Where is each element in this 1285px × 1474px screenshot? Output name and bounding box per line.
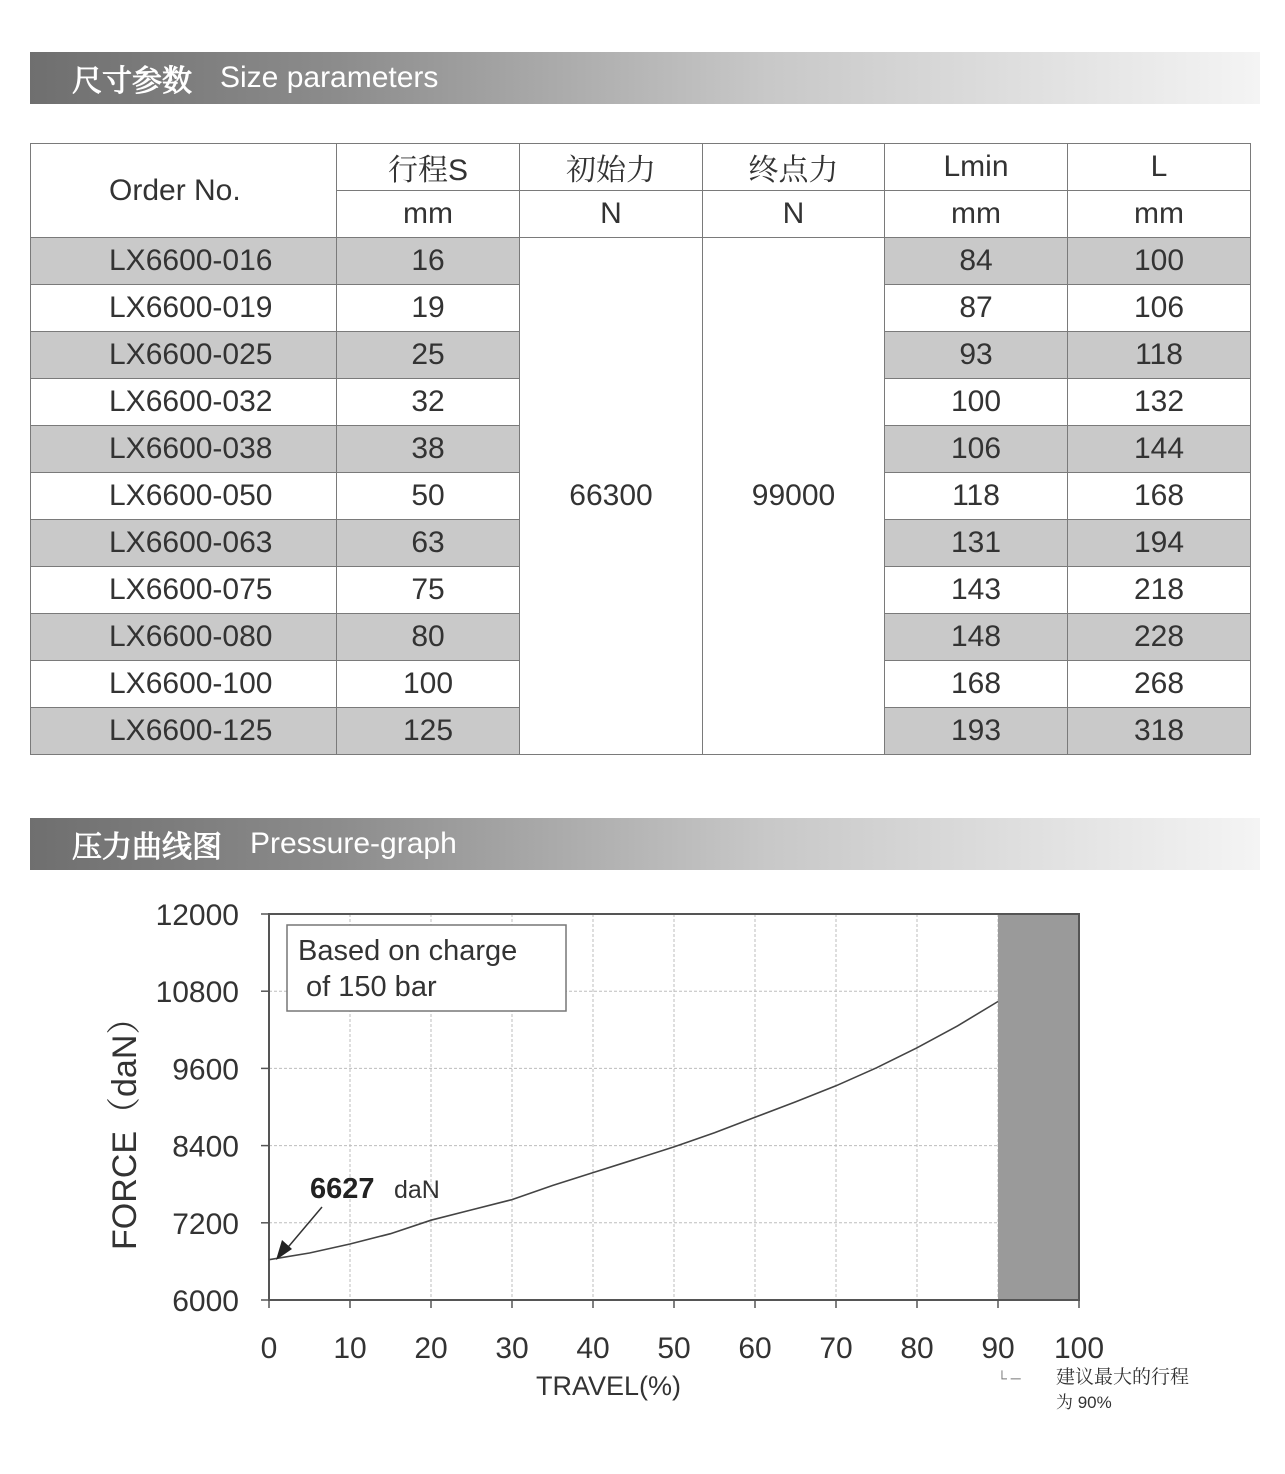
section-title-cn: 尺寸参数	[72, 64, 192, 99]
x-tick-label: 30	[495, 1332, 529, 1365]
y-tick-label: 7200	[172, 1207, 239, 1241]
cell-lmin: 106	[885, 426, 1068, 473]
cell-l: 218	[1068, 567, 1251, 614]
cell-lmin: 143	[885, 567, 1068, 614]
x-tick-label: 70	[819, 1332, 853, 1365]
cell-order: LX6600-080	[31, 614, 337, 661]
header-stroke-unit: mm	[337, 191, 520, 238]
cell-stroke: 32	[337, 379, 520, 426]
cell-stroke: 80	[337, 614, 520, 661]
cell-lmin: 100	[885, 379, 1068, 426]
annotation-box-line1: Based on charge	[298, 935, 518, 967]
y-axis-label: FORCE（daN）	[106, 1000, 144, 1250]
note-line1: 建议最大的行程	[1056, 1367, 1190, 1388]
cell-lmin: 131	[885, 520, 1068, 567]
header-lmin: Lmin	[885, 144, 1068, 191]
x-axis-label: TRAVEL(%)	[536, 1371, 682, 1401]
cell-lmin: 148	[885, 614, 1068, 661]
x-tick-label: 100	[1053, 1332, 1105, 1365]
cell-initial-force: 66300	[520, 238, 703, 755]
note-dash-marker: └ ─	[997, 1370, 1021, 1386]
x-tick-label: 80	[900, 1332, 934, 1365]
cell-order: LX6600-019	[31, 285, 337, 332]
cell-order: LX6600-032	[31, 379, 337, 426]
force-curve	[269, 1002, 998, 1260]
cell-order: LX6600-100	[31, 661, 337, 708]
cell-order: LX6600-050	[31, 473, 337, 520]
table-row	[31, 238, 1251, 285]
x-tick-label: 50	[657, 1332, 691, 1365]
size-parameters-table	[30, 143, 1251, 755]
note-line2: 为 90%	[1056, 1393, 1112, 1412]
cell-l: 318	[1068, 708, 1251, 755]
header-end-force: 终点力	[703, 144, 885, 191]
y-tick-label: 10800	[155, 976, 239, 1010]
cell-end-force: 99000	[703, 238, 885, 755]
start-unit-label: daN	[394, 1176, 440, 1204]
cell-lmin: 193	[885, 708, 1068, 755]
cell-lmin: 93	[885, 332, 1068, 379]
header-l: L	[1068, 144, 1251, 191]
cell-order: LX6600-025	[31, 332, 337, 379]
header-lmin-unit: mm	[885, 191, 1068, 238]
size-parameters-header	[30, 52, 1260, 104]
cell-order: LX6600-125	[31, 708, 337, 755]
x-tick-label: 40	[576, 1332, 610, 1365]
cell-l: 106	[1068, 285, 1251, 332]
y-tick-label: 9600	[172, 1053, 239, 1087]
cell-stroke: 50	[337, 473, 520, 520]
x-tick-label: 90	[981, 1332, 1015, 1365]
cell-l: 194	[1068, 520, 1251, 567]
section-title-en: Size parameters	[220, 61, 439, 94]
cell-stroke: 25	[337, 332, 520, 379]
start-value-label: 6627	[310, 1173, 375, 1205]
cell-l: 168	[1068, 473, 1251, 520]
cell-l: 118	[1068, 332, 1251, 379]
y-tick-label: 12000	[155, 899, 239, 932]
start-arrow-line	[284, 1207, 322, 1252]
pressure-graph-chart	[0, 880, 1285, 1440]
cell-stroke: 19	[337, 285, 520, 332]
x-tick-label: 20	[414, 1332, 448, 1365]
header-initial-force: 初始力	[520, 144, 703, 191]
header-end-force-unit: N	[703, 191, 885, 238]
cell-l: 268	[1068, 661, 1251, 708]
cell-order: LX6600-016	[31, 238, 337, 285]
x-tick-label: 60	[738, 1332, 772, 1365]
header-initial-force-unit: N	[520, 191, 703, 238]
x-tick-label: 10	[333, 1332, 367, 1365]
cell-stroke: 63	[337, 520, 520, 567]
cell-order: LX6600-038	[31, 426, 337, 473]
cell-lmin: 84	[885, 238, 1068, 285]
cell-stroke: 125	[337, 708, 520, 755]
cell-lmin: 118	[885, 473, 1068, 520]
cell-order: LX6600-075	[31, 567, 337, 614]
cell-l: 132	[1068, 379, 1251, 426]
cell-lmin: 87	[885, 285, 1068, 332]
recommended-limit-shading	[998, 914, 1079, 1300]
pressure-graph-header	[30, 818, 1260, 870]
cell-l: 100	[1068, 238, 1251, 285]
header-order-no: Order No.	[31, 144, 337, 238]
y-tick-label: 8400	[172, 1130, 239, 1164]
y-tick-label: 6000	[172, 1285, 239, 1318]
cell-lmin: 168	[885, 661, 1068, 708]
section-title-en: Pressure-graph	[250, 827, 457, 860]
cell-l: 228	[1068, 614, 1251, 661]
section-title-cn: 压力曲线图	[72, 830, 222, 865]
cell-l: 144	[1068, 426, 1251, 473]
cell-order: LX6600-063	[31, 520, 337, 567]
header-stroke: 行程S	[337, 144, 520, 191]
cell-stroke: 75	[337, 567, 520, 614]
cell-stroke: 16	[337, 238, 520, 285]
header-l-unit: mm	[1068, 191, 1251, 238]
cell-stroke: 38	[337, 426, 520, 473]
cell-stroke: 100	[337, 661, 520, 708]
annotation-box-line2: of 150 bar	[306, 971, 437, 1003]
x-tick-label: 0	[260, 1332, 278, 1365]
